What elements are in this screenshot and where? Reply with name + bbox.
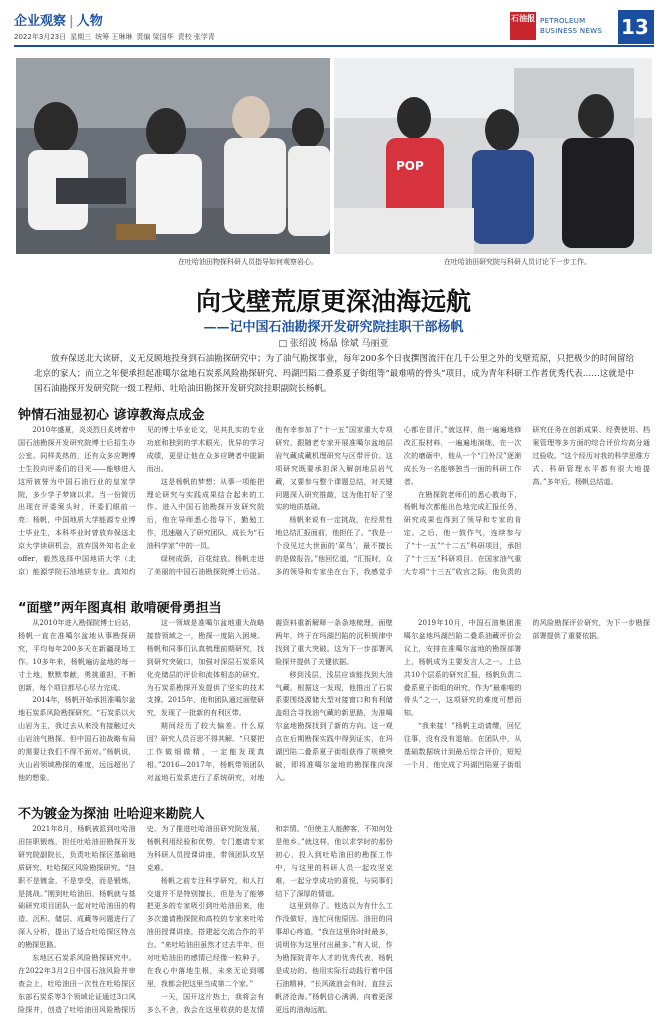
page-header: [14, 10, 654, 60]
section-body-2: [18, 617, 650, 785]
paragraph: 在勘探院老师们的悉心教诲下，杨帆每次都能出色地完成汇报任务，研究成果也得到了领导和专家的肯定。之后，他一鼓作气，连续参与了“十一五”“十二五”科研项目，承担了“十三五”科研项目。在国家油气重大专项“十三五”收官之际，他负责的研究任务在创新成果、经费使用、档案管理等多方面的综合评价均高分通过验收。“这个经历对我的科学思维方式、科研管理水平都有很大地提高。”多年后，杨帆总结道。: [403, 425, 650, 576]
paragraph: 2014年，杨帆开始承担准噶尔盆地石炭系风险勘探研究。“石炭系以火山岩为主，我过去从来没有接触过火山岩油气勘探。但中国石油战略布局的需要让我们不得不面对。”杨帆说，火山岩领域勘探的难度，远远超出了他的想象。: [18, 695, 136, 782]
paragraph: 2019年10月，中国石油集团准噶尔盆地玛湖凹陷二叠系油藏评价会议上，安排在准噶尔盆地的勘探部署上，杨帆成为主要发言人之一。上总共10个层系的研究汇报，杨帆负责二叠系夏子街组的研究，作为“最难啃的骨头”之一，这项研究的难度可想而知。: [403, 618, 522, 718]
paragraph: 杨帆来说有一定挑战，在经常性地总结汇报面前，他担任了。“我是一个没见过大世面的‘菜鸟’，最不擅长的是做报告。”他回忆道，“汇报时，众多的领导和专家坐在台下，我感觉手心都在冒汗。”就这样，他一遍遍地修改汇报材料，一遍遍地演练，在一次次的磨砺中，他从一个“门外汉”逐渐成长为一名能够独当一面的科研工作者。: [275, 425, 522, 576]
paragraph: 这一领域是准噶尔盆地重大战略接替领域之一，勘探一度陷入困境。杨帆和同事们认真梳理前期研究，找到研究突破口，加强对深层石炭系风化壳储层的评价和流体相态的研究，为石炭系勘探开发提供了坚实的技术支撑。2015年，他和团队通过面壁研究，发现了一批新的有利区带。: [146, 618, 265, 718]
paragraph: 绿树成荫，百花绽放。杨帆走进了美丽的中国石油勘探院博士后站。他有幸参加了“十一五”国家重大专项研究，跟随老专家开展准噶尔盆地层岩气藏成藏机理研究与区带评价。这项研究既要承担深入解剖地层岩气藏，又要参与整个课题总结，对关键问题深入研究推敲，这为他打好了坚实的地质基础。: [146, 425, 393, 576]
paragraph: “我来接！”杨帆主动请缨，回忆往事，没有没有退缩。在团队中，从基础数据统计到最后综合评价，短短一个月，他完成了玛湖凹陷夏子街组的风险勘探评价研究，为下一步勘探部署提供了重要依据。: [403, 618, 650, 769]
section-heading-3: 不为镀金为探油 吐哈迎来勘院人: [18, 807, 205, 822]
paragraph: 期间经历了较大偏差。什么原因？研究人员百思不得其解。“只要把工作做细做精，一定能发现真相。”2016—2017年，杨帆带领团队对盆地石炭系进行了系统研究，对地震资料重新解释一条条地梳理，面壁两年，终于在玛湖凹陷的沉积规律中找到了重大突破。这为下一步部署风险探井提供了关键依据。: [146, 618, 393, 782]
newspaper-logo: 石油报: [510, 12, 536, 40]
photo-left: [16, 58, 330, 254]
paragraph: 这里到你了。他选以为有什么工作没做好，连忙问他原因。油田的同事却心疼道，“我在这里你时时最多，说明你为这里付出最多。”有人说，作为勘探院青年人才的优秀代表，杨帆是成功的。他用实际行动践行着中国石油精神，“长风破浪会有时，直挂云帆济沧海。”杨帆信心满满，向着更深更远的油海远航。: [275, 901, 393, 1014]
photo-right: [334, 58, 652, 254]
section-label: 企业观察 | 人物: [14, 14, 103, 29]
section-heading-1: 钟情石油显初心 谚谆教海点成金: [18, 408, 205, 423]
section-body-1: [18, 424, 650, 580]
paragraph: 东地区石炭系风险勘探研究中。在2022年3月2日中国石油风险井审查会上，吐哈油田一次性在吐哈探区东部石炭系等3个领域论证通过3口风险探井，创造了吐哈油田风险勘探历史。为了推进吐哈油田研究院发展，杨帆利用经验和优势，专门邀请专家为科研人员授课讲座，带领团队攻坚克难。: [18, 824, 265, 1014]
paragraph: 从2010年进入勘探院博士后站，杨帆一直在准噶尔盆地从事勘探研究，平均每年200多天在新疆现场工作。10多年来，杨帆遍访盆地的每一寸土地，默默奉献，勇挑重担，不断创新，每个项目都尽心尽力完成。: [18, 618, 136, 692]
paragraph: 杨帆之前专注科学研究，和人打交道并不是特别擅长，但是为了能够把更多的专家吸引到吐哈油田来，他多次邀请勘探院和高校的专家来吐哈油田授课讲座，搭建起交流合作的平台。“来吐哈油田虽然才过去半年，但对吐哈油田的感情已经像一粒种子，在我心中落地生根，未来无论到哪里，我都会把这里当成第二个家。”: [146, 875, 265, 988]
paragraph: 一天，国开这片热土，我将会有多么不舍，我会在这里收获的是友情和亲情。“但使主人能醉客，不知何处是他乡。”就这样，他以求学时的那份初心，投入到吐哈油田的勘探工作中，与这里的科研人员一起攻坚克难，一起分享成功的喜悦，与同事们结下了深厚的情谊。: [146, 824, 393, 1014]
photo-right-caption: 在吐哈油田研究院与科研人员讨论下一步工作。: [444, 258, 591, 266]
section-body-3: [18, 823, 650, 1017]
section-heading-2: “面壁”两年图真相 敢啃硬骨勇担当: [18, 601, 222, 616]
article-byline: □ 张绍波 杨晶 徐斌 马丽亚: [278, 339, 389, 349]
article-title: 向戈壁荒原更深油海远航: [195, 287, 471, 316]
page-number: 13: [618, 10, 654, 44]
photo-left-illustration: [16, 58, 330, 254]
paragraph: 2021年8月，杨帆被派到吐哈油田挂职锻炼，担任吐哈油田勘探开发研究院副院长，负责吐哈探区基础地质研究、吐哈探区风险勘探研究。“挂职不是镀金，不是享受，而是锻炼，是挑战。”刚到吐哈油田，杨帆就与基础研究项目团队一起对吐哈油田的构造、沉积、储层、成藏等问题进行了深入分析，提出了适合吐哈探区特点的勘探思路。: [18, 824, 136, 950]
photo-left-caption: 在吐哈油田物探科研人员指导如何观察岩心。: [178, 258, 318, 266]
photo-right-illustration: [334, 58, 652, 254]
article-subtitle: ——记中国石油勘探开发研究院挂职干部杨帆: [203, 320, 464, 335]
paragraph: 移到浅层，浅层应该能找到大油气藏。根据这一发现，他推出了石炭系要围绕源储大型对接窗口和有利储盖组合寻找油气藏的新思路，为准噶尔盆地勘探找到了新的方向。这一观点在后期勘探实践中得到证实，在玛湖凹陷二叠系夏子街组获得了规模突破，即将准噶尔盆地的勘探推向深入。: [275, 669, 393, 782]
issue-meta: 2022年3月23日 星期三 统筹 王琳琳 责编 梁国华 责校 张学青: [14, 33, 215, 41]
photo-shirt-text: POP: [396, 159, 424, 173]
paragraph: 这是杨帆的梦想；从事一项能把理论研究与实践成果结合起来的工作。进入中国石油勘探开发研究院后，他在导师悉心指导下，勤勉工作，迅速融入了研究团队，成长为“石油科学家”中的一员。: [146, 476, 265, 551]
article-lead: 放弃保送北大读研，义无反顾地投身到石油勘探研究中；为了油气勘探事业，每年200多个日夜撰图流汗在几千公里之外的戈壁荒原，只把极少的时间留给北京的家人；而立之年便承担起准噶尔盆地石炭系风险勘探研究、玛湖凹陷二叠系夏子街组等“最难啃的骨头”项目，成为青年科研工作者优秀代表……这就是中国石油勘探开发研究院一级工程师、吐哈油田勘探开发研究院挂职副院长杨帆。: [34, 354, 634, 394]
header-rule: [14, 45, 654, 47]
paragraph: 2010年盛夏，炎炎烈日炙烤着中国石油勘探开发研究院博士后招生办公室。同样炙热的，还有众多应聘博士生投向评委们的目光——能够进入这所被誉为中国石油行业的皇家学院，多少学子梦寐以求。当一份简历出现在评委案头时，评委们眼前一亮：杨帆，中国地质大学能源专业博士毕业生，本科毕业时曾放弃保送北京大学读研机会，放弃国外知名企业offer，毅然选择中国地质大学（北京）能源学院石油地质专业。真知灼见的博士毕业论文，见其扎实的专业功底和独到的学术眼光，优异的学习成绩，更是让他在众多应聘者中脱颖而出。: [18, 425, 265, 576]
newspaper-brand: PETROLEUM BUSINESS NEWS: [540, 17, 603, 35]
